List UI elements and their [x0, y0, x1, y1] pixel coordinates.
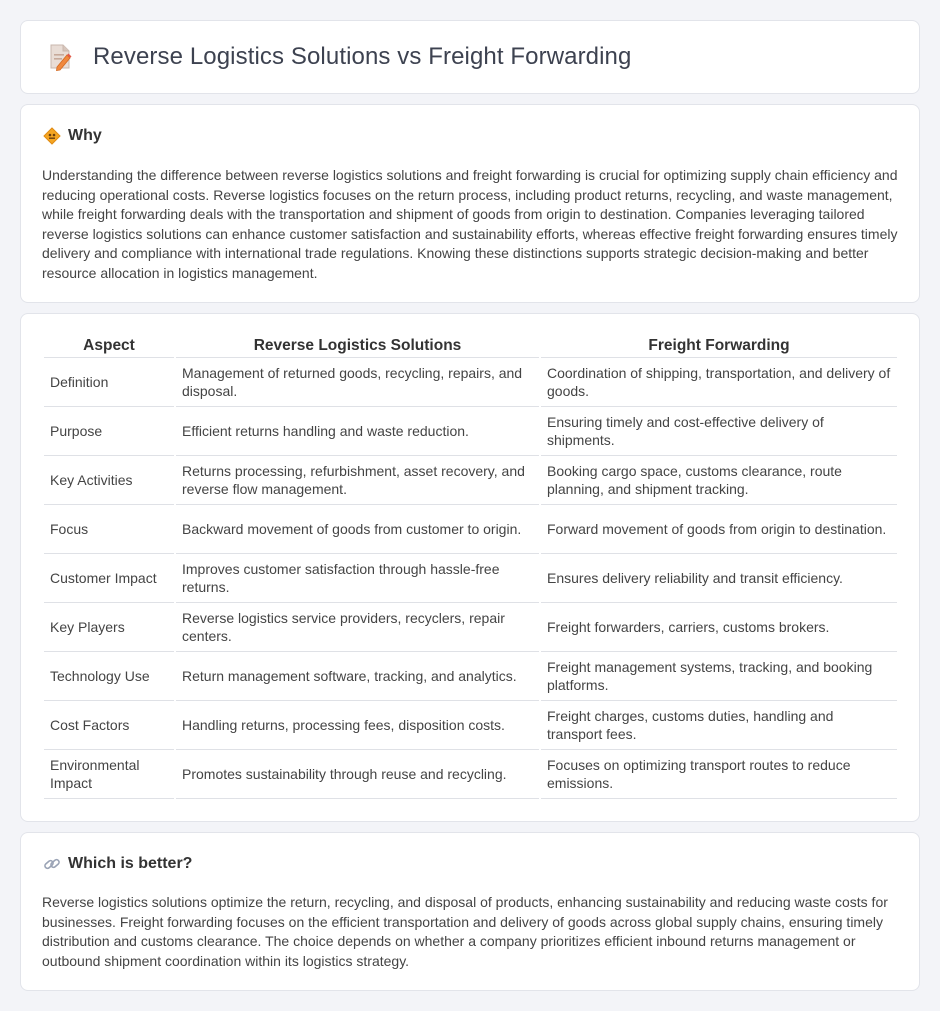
aspect-cell: Purpose: [44, 407, 174, 456]
reverse-logistics-cell: Efficient returns handling and waste reduction.: [176, 407, 539, 456]
freight-forwarding-cell: Ensuring timely and cost-effective delivery of shipments.: [541, 407, 897, 456]
document-pencil-icon: [47, 43, 73, 71]
header-aspect: Aspect: [44, 336, 174, 358]
table-row: [44, 456, 897, 505]
aspect-cell: Cost Factors: [44, 701, 174, 750]
table-row: [44, 554, 897, 603]
freight-forwarding-cell: Freight charges, customs duties, handling and transport fees.: [541, 701, 897, 750]
reverse-logistics-cell: Improves customer satisfaction through hassle-free returns.: [176, 554, 539, 603]
comparison-table: [42, 336, 899, 799]
header-reverse-logistics: Reverse Logistics Solutions: [176, 336, 539, 358]
aspect-cell: Customer Impact: [44, 554, 174, 603]
better-body: Reverse logistics solutions optimize the return, recycling, and disposal of products, enhancing sustainability and reducing waste costs for businesses. Freight forwarding focuses on the efficient transportation and delivery of goods across global supply chains, ensuring timely distribution and customs clearance. The choice depends on whether a company prioritizes efficient inbound returns management or outbound shipment coordination within its logistics strategy.: [42, 894, 888, 969]
table-row: [44, 603, 897, 652]
reverse-logistics-cell: Returns processing, refurbishment, asset recovery, and reverse flow management.: [176, 456, 539, 505]
reverse-logistics-cell: Reverse logistics service providers, recyclers, repair centers.: [176, 603, 539, 652]
better-header: [43, 855, 192, 873]
title-card: [20, 20, 920, 94]
page-title: Reverse Logistics Solutions vs Freight Forwarding: [93, 43, 632, 70]
freight-forwarding-cell: Ensures delivery reliability and transit efficiency.: [541, 554, 897, 603]
why-section: [20, 104, 920, 303]
table-row: [44, 407, 897, 456]
table-row: [44, 701, 897, 750]
freight-forwarding-cell: Freight management systems, tracking, and booking platforms.: [541, 652, 897, 701]
reverse-logistics-cell: Return management software, tracking, and analytics.: [176, 652, 539, 701]
reverse-logistics-cell: Backward movement of goods from customer to origin.: [176, 505, 539, 554]
which-is-better-section: [20, 832, 920, 991]
aspect-cell: Focus: [44, 505, 174, 554]
freight-forwarding-cell: Coordination of shipping, transportation, and delivery of goods.: [541, 358, 897, 407]
why-header: [43, 127, 102, 145]
why-heading: Why: [68, 127, 102, 144]
table-row: [44, 358, 897, 407]
diamond-sign-icon: [43, 127, 61, 145]
aspect-cell: Definition: [44, 358, 174, 407]
aspect-cell: Environmental Impact: [44, 750, 174, 799]
table-header-row: [44, 336, 897, 358]
freight-forwarding-cell: Freight forwarders, carriers, customs brokers.: [541, 603, 897, 652]
table-row: [44, 750, 897, 799]
title-row: [47, 43, 631, 71]
aspect-cell: Technology Use: [44, 652, 174, 701]
reverse-logistics-cell: Management of returned goods, recycling, repairs, and disposal.: [176, 358, 539, 407]
comparison-section: [20, 313, 920, 822]
header-freight-forwarding: Freight Forwarding: [541, 336, 897, 358]
table-row: [44, 652, 897, 701]
better-heading: Which is better?: [68, 855, 193, 872]
freight-forwarding-cell: Booking cargo space, customs clearance, route planning, and shipment tracking.: [541, 456, 897, 505]
aspect-cell: Key Players: [44, 603, 174, 652]
why-body: Understanding the difference between reverse logistics solutions and freight forwarding is crucial for optimizing supply chain efficiency and reducing operational costs. Reverse logistics focuses on the return process, including product returns, recycling, and waste management, while freight forwarding deals with the transportation and shipment of goods from origin to destination. Companies leveraging tailored reverse logistics solutions can enhance customer satisfaction and sustainability efforts, whereas effective freight forwarding ensures timely delivery and compliance with international trade regulations. Knowing these distinctions supports strategic decision-making and better resource allocation in logistics management.: [42, 167, 898, 281]
reverse-logistics-cell: Handling returns, processing fees, disposition costs.: [176, 701, 539, 750]
reverse-logistics-cell: Promotes sustainability through reuse and recycling.: [176, 750, 539, 799]
link-icon: [43, 855, 61, 873]
freight-forwarding-cell: Focuses on optimizing transport routes to reduce emissions.: [541, 750, 897, 799]
aspect-cell: Key Activities: [44, 456, 174, 505]
freight-forwarding-cell: Forward movement of goods from origin to destination.: [541, 505, 897, 554]
table-row: [44, 505, 897, 554]
